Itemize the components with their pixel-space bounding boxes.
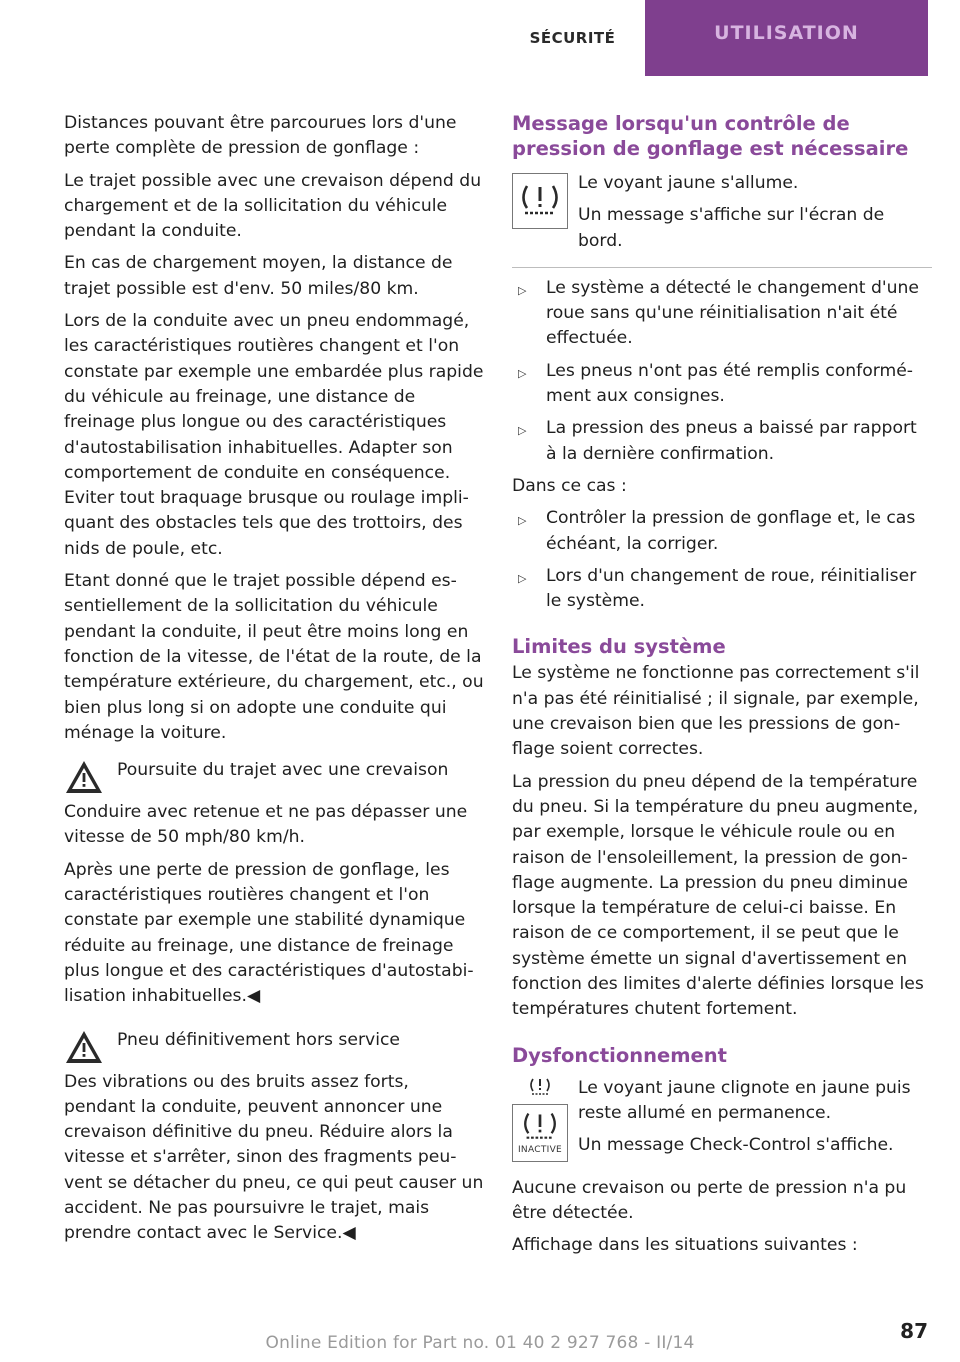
section-heading: Dysfonctionnement: [512, 1043, 727, 1067]
paragraph: Affichage dans les situations suivantes :: [512, 1235, 858, 1256]
warning-text: Des vibrations ou des bruits assez forts, pendant la conduite, peuvent annoncer une crevaison définitive du pneu. Réduire alors la vitesse et s'arrêter, sinon des fragments peuvent se détacher du pneu, ce qui peut causer un accident. Ne pas poursuivre le trajet, mais prendre contact avec le Service.◀: [64, 1071, 484, 1244]
paragraph: Le trajet possible avec une crevaison dépend du chargement et de la sollicitation du véhicule pendant la conduite.: [64, 170, 482, 242]
section-heading: Limites du système: [512, 635, 726, 659]
page-number: 87: [900, 1319, 928, 1343]
warning-triangle-icon: [64, 1028, 104, 1066]
chapter-tabs: [0, 0, 960, 76]
online-edition-watermark: Online Edition for Part no. 01 40 2 927 768 - II/14: [265, 1333, 695, 1353]
left-column: [64, 111, 484, 1254]
paragraph: Aucune crevaison ou perte de pression n'a pu être détectée.: [512, 1177, 907, 1223]
indicator-text: Le voyant jaune clignote en jaune puis reste allumé en permanence.: [578, 1077, 911, 1123]
warning-triangle-icon: [64, 758, 104, 796]
tab-utilisation-label: UTILISATION: [714, 22, 859, 44]
list-item: ▷ La pression des pneus a baissé par rapport à la dernière confirmation.: [518, 418, 917, 464]
bullet-arrow-icon: ▷: [518, 571, 527, 585]
right-column: [512, 111, 932, 1265]
bullet-arrow-icon: ▷: [518, 366, 527, 380]
bullet-arrow-icon: ▷: [518, 424, 527, 438]
tab-securite[interactable]: SÉCURITÉ: [500, 0, 645, 76]
warning-title: Pneu définitivement hors service: [117, 1029, 400, 1050]
paragraph: Dans ce cas :: [512, 475, 627, 496]
paragraph: Etant donné que le trajet possible dépend essentiellement de la sollicitation du véhicule pendant la conduite, il peut être moins long en fonction de la vitesse, de l'état de la route, de la température extérieure, du chargement, etc., ou bien plus long si on adopte une conduite qui ménage la voiture.: [64, 571, 484, 743]
warning-title: Poursuite du trajet avec une crevaison: [117, 760, 449, 781]
paragraph: En cas de chargement moyen, la distance de trajet possible est d'env. 50 miles/80 km.: [64, 253, 453, 299]
list-item: ▷ Les pneus n'ont pas été remplis conformément aux consignes.: [518, 360, 913, 407]
bullet-arrow-icon: ▷: [518, 514, 527, 528]
warning-text: Après une perte de pression de gonflage, les caractéristiques routières changent et l'on constate par exemple une stabilité dynamique réduite au freinage, une distance de freinage plus longue et des caractéristiques d'autostabilisation inhabituelles.◀: [64, 859, 474, 1007]
indicator-note: [512, 171, 932, 261]
paragraph: Le système ne fonctionne pas correctement s'il n'a pas été réinitialisé ; il signale, par exemple, une crevaison bien que les pressions de gonflage soient correctes.: [512, 663, 920, 760]
tire-pressure-small-icon: [512, 1076, 568, 1100]
section-heading: Message lorsqu'un contrôle de pression de gonflage est nécessaire: [512, 112, 909, 160]
paragraph: Lors de la conduite avec un pneu endommagé, les caractéristiques routières changent et l'on constate par exemple une embardée plus rapide du véhicule au freinage, une distance de freinage plus longue ou des caractéristiques d'autostabilisation inhabituelles. Adapter son comportement de conduite en conséquence. Eviter tout braquage brusque ou roulage impliquant des obstacles tels que des trottoirs, des nids de poule, etc.: [64, 311, 484, 559]
inactive-label: INACTIVE: [517, 1145, 563, 1156]
warning-note-crevaison: [64, 758, 484, 796]
paragraph: La pression du pneu dépend de la température du pneu. Si la température du pneu augmente, par exemple, lorsque le véhicule roule ou en raison de l'ensoleillement, la pression de gonflage augmente. La pression du pneu diminue lorsque la température de celui-ci baisse. En raison de ce comportement, il se peut que le système émette un signal d'avertissement en fonction des limites d'alerte définies lorsque les températures chutent fortement.: [512, 771, 924, 1020]
indicator-text: Un message Check-Control s'affiche.: [578, 1135, 894, 1156]
list-item: ▷ Le système a détecté le changement d'une roue sans qu'une réinitialisation n'ait été effectuée.: [518, 277, 919, 349]
bullet-arrow-icon: ▷: [518, 283, 527, 297]
tire-pressure-inactive-icon: [512, 1104, 568, 1162]
warning-text: Conduire avec retenue et ne pas dépasser une vitesse de 50 mph/80 km/h.: [64, 802, 468, 848]
warning-note-pneu: [64, 1028, 484, 1066]
divider: [512, 267, 932, 268]
indicator-text: Le voyant jaune s'allume.: [578, 173, 799, 193]
tab-utilisation[interactable]: [645, 0, 928, 76]
bullet-list-actions: [512, 506, 932, 614]
list-item: ▷ Lors d'un changement de roue, réinitialiser le système.: [518, 565, 917, 612]
page-footer: [0, 1315, 960, 1355]
indicator-text: Un message s'affiche sur l'écran de bord.: [578, 205, 885, 251]
list-item: ▷ Contrôler la pression de gonflage et, le cas échéant, la corriger.: [518, 508, 916, 554]
tire-pressure-icon-box: [512, 173, 568, 229]
bullet-list-causes: [512, 276, 932, 467]
indicator-note-malfunction: [512, 1076, 932, 1166]
tire-pressure-icon: [518, 182, 562, 220]
paragraph: Distances pouvant être parcourues lors d'une perte complète de pression de gonflage :: [64, 113, 457, 159]
